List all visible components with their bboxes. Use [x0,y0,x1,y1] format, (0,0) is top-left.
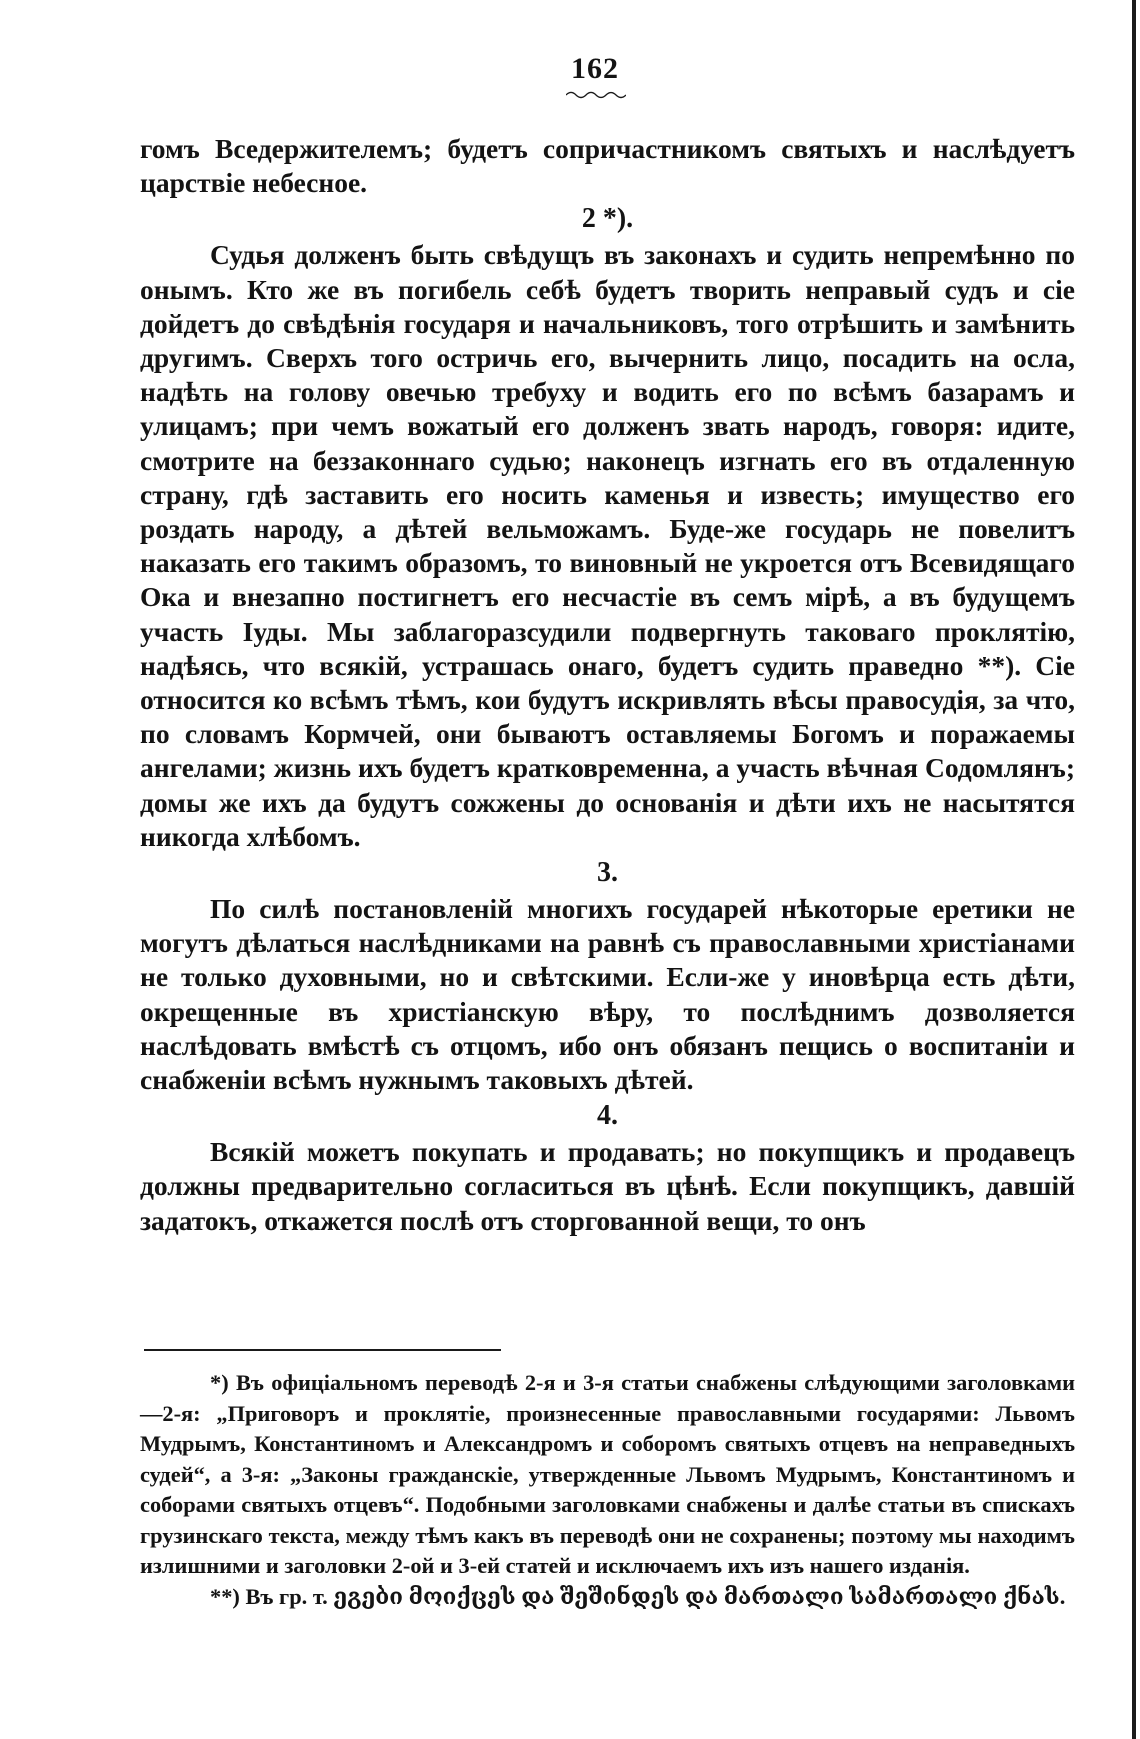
footnote-1-marker: *) [210,1370,229,1395]
footnote-1-text: Въ офиціальномъ переводѣ 2-я и 3-я статьи снабжены слѣдующими заголовками—2-я: „Приговоръ и проклятіе, произнесенные православными государями: Львомъ Мудрымъ, Константиномъ и Александромъ и соборомъ святыхъ отцевъ на неправедныхъ судей“, а 3-я: „Законы гражданскіе, утвержденные Львомъ Мудрымъ, Константиномъ и соборами святыхъ отцевъ“. Подобными заголовками снабжены и далѣе статьи въ спискахъ грузинскаго текста, между тѣмъ какъ въ переводѣ они не сохранены; поэтому мы находимъ излишними и заголовки 2-ой и 3-ей статей и исключаемъ ихъ изъ нашего изданія. [140,1370,1075,1578]
section-heading-3: 3. [597,857,618,889]
footnote-2 [140,1582,1075,1613]
page-number: 162 [571,52,619,85]
section-heading-4: 4. [597,1100,618,1132]
page-edge-shadow [1132,0,1136,1739]
footnote-2-marker: **) [210,1583,240,1609]
continuation-paragraph: гомъ Вседержителемъ; будетъ сопричастникомъ святыхъ и наслѣдуетъ царствіе небесное. [140,133,1075,199]
page-number-flourish [566,90,626,100]
footnotes [140,1368,1075,1612]
section-2-paragraph: Судья долженъ быть свѣдущъ въ законахъ и судить непремѣнно по онымъ. Кто же въ погибель себѣ будетъ творить неправый судъ и сіе дойдетъ до свѣдѣнія государя и начальниковъ, того отрѣшить и замѣнить другимъ. Сверхъ того остричь его, вычернить лицо, посадить на осла, надѣть на голову овечью требуху и водить его по всѣмъ базарамъ и улицамъ; при чемъ вожатый его долженъ звать народъ, говоря: идите, смотрите на беззаконнаго судью; наконецъ изгнать его въ отдаленную страну, гдѣ заставить его носить каменья и известь; имущество его роздать народу, а дѣтей вельможамъ. Буде-же государь не повелитъ наказать его такимъ образомъ, то виновный не укроется отъ Всевидящаго Ока и внезапно постигнетъ его несчастіе въ семъ мірѣ, а въ будущемъ участь Іуды. Мы заблагоразсудили подвергнуть таковаго проклятію, надѣясь, что всякій, устрашась онаго, будетъ судить праведно **). Сіе относится ко всѣмъ тѣмъ, кои будутъ искривлять вѣсы правосудія, за что, по словамъ Кормчей, они бываютъ оставляемы Богомъ и поражаемы ангелами; жизнь ихъ будетъ кратковременна, а участь вѣчная Содомлянъ; домы же ихъ да будутъ сожжены до основанія и дѣти ихъ не насытятся никогда хлѣбомъ. [140,239,1075,852]
section-heading-2: 2 *). [581,203,634,235]
main-text [140,132,1075,1238]
footnote-1 [140,1368,1075,1582]
section-4-paragraph: Всякій можетъ покупать и продавать; но покупщикъ и продавецъ должны предварительно согласиться въ цѣнѣ. Если покупщикъ, давшій задатокъ, откажется послѣ отъ сторгованной вещи, то онъ [140,1136,1075,1236]
footnote-separator [144,1349,501,1351]
section-3-paragraph: По силѣ постановленій многихъ государей нѣкоторые еретики не могутъ дѣлаться наслѣдниками на равнѣ съ православными христіанами не только духовными, но и свѣтскими. Если-же у иновѣрца есть дѣти, окрещенные въ христіанскую вѣру, то послѣднимъ дозволяется наслѣдовать вмѣстѣ съ отцомъ, ибо онъ обязанъ пещись о воспитаніи и снабженіи всѣмъ нужнымъ таковыхъ дѣтей. [140,893,1075,1096]
footnote-2-text: Въ гр. т. ეგები მოიქცეს და შეშინდეს და მართალი სამართალი ქნას. [245,1583,1066,1609]
